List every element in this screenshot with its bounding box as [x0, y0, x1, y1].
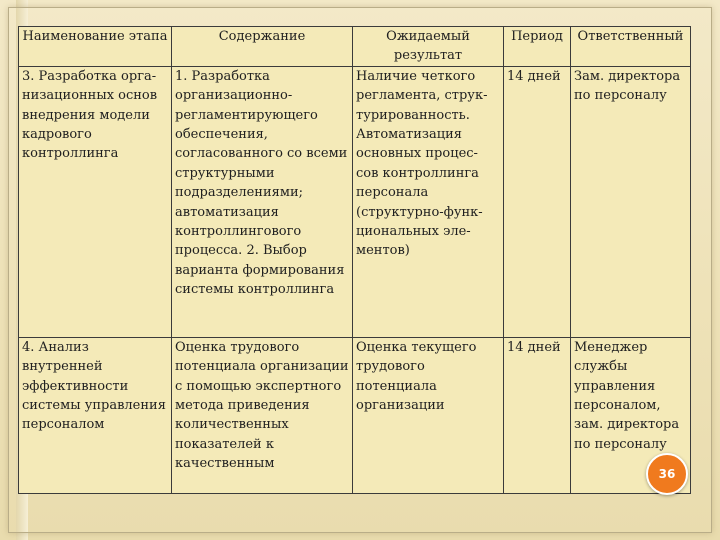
cell-stage: 4. Анализ внутренней эффективности системы управления персоналом	[19, 337, 172, 493]
header-content: Содержание	[172, 27, 353, 67]
table-row	[19, 66, 691, 337]
cell-period: 14 дней	[504, 337, 571, 493]
table-header-row	[19, 27, 691, 67]
plan-table	[18, 26, 691, 494]
cell-result: Наличие четкого регламента, струк-турированность. Автоматизация основных процес-сов контроллинга персонала (структурно-функ-циональных эле-ментов)	[353, 66, 504, 337]
cell-stage: 3. Разработка орга-низационных основ внедрения модели кадрового контроллинга	[19, 66, 172, 337]
cell-responsible: Менеджер службы управления персоналом, зам. директора по персоналу	[571, 337, 691, 493]
header-result: Ожидаемый результат	[353, 27, 504, 67]
cell-responsible: Зам. директора по персоналу	[571, 66, 691, 337]
cell-period: 14 дней	[504, 66, 571, 337]
cell-content: 1. Разработка организационно-регламентирующего обеспечения, согласованного со всеми структурными подразделениями; автоматизация контроллингового процесса. 2. Выбор варианта формирования системы контроллинга	[172, 66, 353, 337]
page-number-badge: 36	[646, 453, 688, 495]
cell-content: Оценка трудового потенциала организации с помощью экспертного метода приведения количественных показателей к качественным	[172, 337, 353, 493]
header-stage: Наименование этапа	[19, 27, 172, 67]
header-period: Период	[504, 27, 571, 67]
table-row	[19, 337, 691, 493]
header-responsible: Ответственный	[571, 27, 691, 67]
cell-result: Оценка текущего трудового потенциала организации	[353, 337, 504, 493]
